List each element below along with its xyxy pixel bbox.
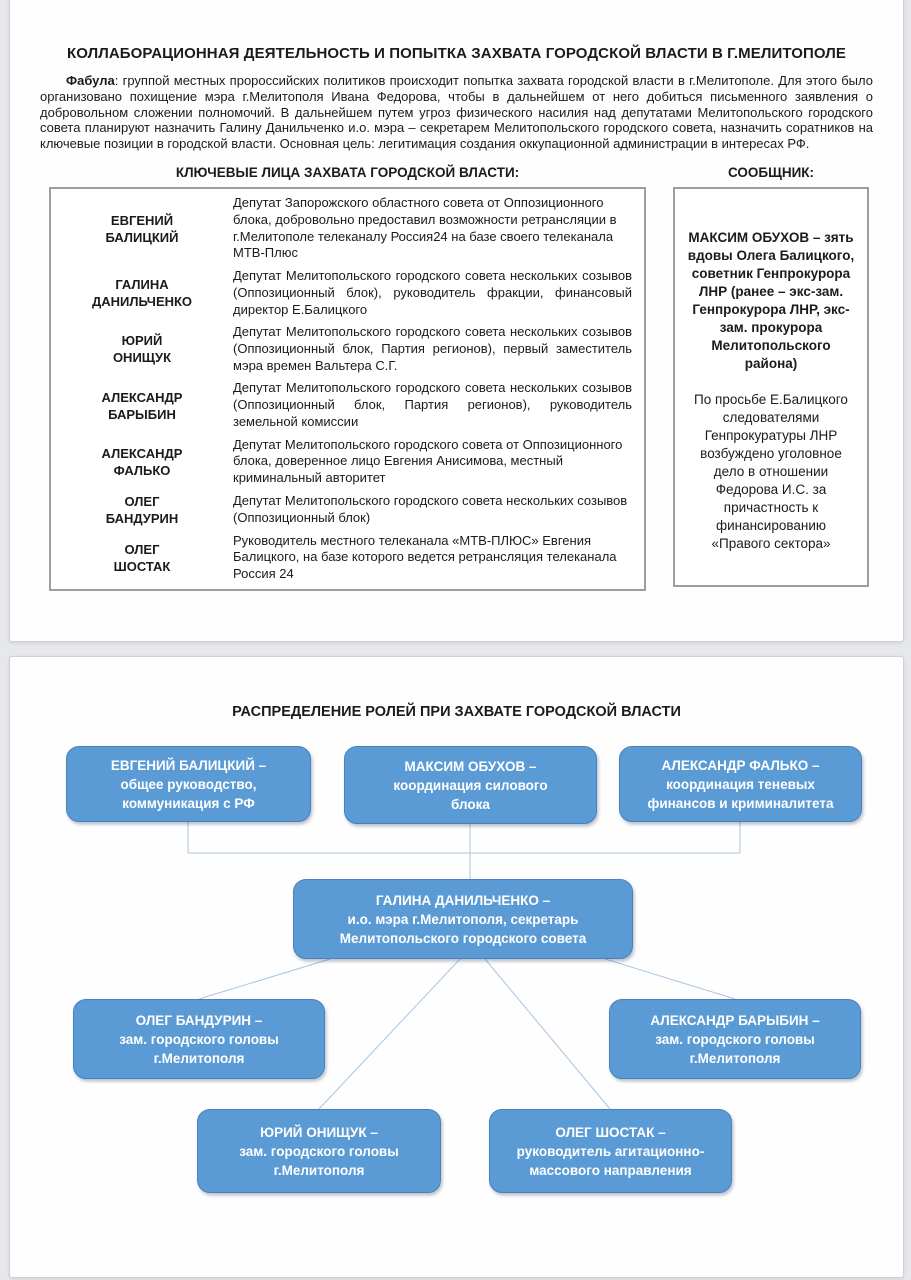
connector-line <box>605 959 735 999</box>
org-box-role-line: координация силового <box>393 777 548 793</box>
org-box-role-line: Мелитопольского городского совета <box>339 930 587 946</box>
person-description: Руководитель местного телеканала «МТВ-ПЛЮС» Евгения Балицкого, на базе которого ведется ретрансляция телеканала Россия 24 <box>233 532 617 582</box>
org-box-obukhov <box>344 746 597 824</box>
org-box-role-line: блока <box>451 796 490 812</box>
person-name-line: АЛЕКСАНДР <box>101 445 183 461</box>
org-box-role-line: г.Мелитополя <box>689 1050 781 1066</box>
org-box-balitsky <box>66 746 311 822</box>
person-name-line: БАРЫБИН <box>108 406 176 422</box>
org-box-role-line: руководитель агитационно- <box>516 1143 705 1159</box>
table-row <box>51 435 644 489</box>
person-name-line: АЛЕКСАНДР <box>101 389 183 405</box>
org-box-onishchuk <box>197 1109 441 1193</box>
org-box-name: ГАЛИНА ДАНИЛЬЧЕНКО – <box>375 892 551 908</box>
org-box-role-line: массового направления <box>529 1162 692 1178</box>
person-name <box>51 268 233 318</box>
person-description: Депутат Мелитопольского городского совета нескольких созывов (Оппозиционный блок) <box>233 492 628 525</box>
fabula-paragraph <box>10 73 903 152</box>
accomplice-box <box>673 187 869 587</box>
org-box-role-line: зам. городского головы <box>655 1031 815 1047</box>
org-box-name: ОЛЕГ ШОСТАК – <box>555 1124 666 1140</box>
org-box-name: АЛЕКСАНДР ФАЛЬКО – <box>661 757 820 773</box>
org-box-shostak <box>489 1109 732 1193</box>
table-row <box>51 322 644 376</box>
person-name <box>51 533 233 583</box>
key-persons-table <box>49 187 646 591</box>
person-name <box>51 324 233 374</box>
person-description: Депутат Мелитопольского городского совета нескольких созывов (Оппозиционный блок, Партия регионов), руководитель земельной комиссии <box>233 380 632 429</box>
org-box-name: ОЛЕГ БАНДУРИН – <box>135 1012 263 1028</box>
accomplice-text: По просьбе Е.Балицкого следователями Генпрокуратуры ЛНР возбуждено уголовное дело в отношении Федорова И.С. за причастность к финансированию «Правого сектора» <box>694 392 848 551</box>
person-name-line: ОНИЩУК <box>112 350 172 366</box>
person-description: Депутат Мелитопольского городского совета нескольких созывов (Оппозиционный блок, Партия регионов), первый заместитель мэра времен Вальтера С.Г. <box>233 324 632 373</box>
org-box-name: АЛЕКСАНДР БАРЫБИН – <box>650 1012 820 1028</box>
org-box-role-line: координация теневых <box>666 776 815 792</box>
person-name-line: ОЛЕГ <box>124 541 160 557</box>
document-page-1 <box>9 0 904 642</box>
org-box-role-line: зам. городского головы <box>239 1143 399 1159</box>
person-name-line: БАНДУРИН <box>105 510 179 526</box>
table-row <box>51 491 644 529</box>
org-box-role-line: коммуникация с РФ <box>122 795 255 811</box>
table-row <box>51 193 644 264</box>
org-box-role-line: финансов и криминалитета <box>647 795 834 811</box>
person-name-line: ФАЛЬКО <box>113 462 171 478</box>
table-row <box>51 266 644 320</box>
org-box-role-line: г.Мелитополя <box>153 1050 245 1066</box>
fabula-lead: Фабула <box>66 73 115 88</box>
person-name-line: БАЛИЦКИЙ <box>105 229 179 245</box>
accomplice-header: СООБЩНИК: <box>727 165 815 180</box>
person-description: Депутат Мелитопольского городского совета нескольких созывов (Оппозиционный блок), руководитель фракции, финансовый директор Е.Балицкого <box>233 267 632 317</box>
connector-line <box>485 959 610 1109</box>
org-box-name: ЕВГЕНИЙ БАЛИЦКИЙ – <box>110 757 267 773</box>
org-box-role-line: г.Мелитополя <box>273 1162 365 1178</box>
person-description: Депутат Мелитопольского городского совета от Оппозиционного блока, доверенное лицо Евгения Анисимова, местный криминальный авторитет <box>233 436 623 486</box>
org-box-name: ЮРИЙ ОНИЩУК – <box>260 1124 378 1140</box>
org-box-role-line: и.о. мэра г.Мелитополя, секретарь <box>347 911 579 927</box>
key-persons-header: КЛЮЧЕВЫЕ ЛИЦА ЗАХВАТА ГОРОДСКОЙ ВЛАСТИ: <box>175 165 520 180</box>
org-box-barybin <box>609 999 861 1079</box>
org-box-danilchenko <box>293 879 633 959</box>
connector-line <box>199 959 330 999</box>
person-description: Депутат Запорожского областного совета от Оппозиционного блока, добровольно предоставил возможности ретрансляции в г.Мелитополе телеканалу Россия24 на базе своего телеканала МТВ-Плюс <box>233 195 617 261</box>
person-name <box>51 195 233 262</box>
person-name-line: ШОСТАК <box>113 558 171 574</box>
page-title: КОЛЛАБОРАЦИОННАЯ ДЕЯТЕЛЬНОСТЬ И ПОПЫТКА ЗАХВАТА ГОРОДСКОЙ ВЛАСТИ В Г.МЕЛИТОПОЛЕ <box>66 45 847 62</box>
org-box-falko <box>619 746 862 822</box>
person-name <box>51 493 233 527</box>
org-box-bandurin <box>73 999 325 1079</box>
connector-line <box>319 959 460 1109</box>
accomplice-bold-text: МАКСИМ ОБУХОВ – зять вдовы Олега Балицкого, советник Генпрокурора ЛНР (ранее – экс-зам. Генпрокурора ЛНР, экс-зам. прокурора Мелитопольского района) <box>687 230 855 371</box>
org-box-role-line: зам. городского головы <box>119 1031 279 1047</box>
table-row <box>51 378 644 432</box>
org-chart-title: РАСПРЕДЕЛЕНИЕ РОЛЕЙ ПРИ ЗАХВАТЕ ГОРОДСКОЙ ВЛАСТИ <box>232 704 681 720</box>
person-name-line: ЮРИЙ <box>121 333 163 349</box>
fabula-text: : группой местных пророссийских политиков происходит попытка захвата городской власти в г.Мелитополе. Для этого было организовано похищение мэра г.Мелитополя Ивана Федорова, чтобы в дальнейшем от него добиться письменного заявления о добровольном сложении полномочий. В дальнейшем путем угроз физического насилия над депутатами Мелитопольского городского совета планируют назначить Галину Данильченко и.о. мэра – секретарем Мелитопольского городского совета, назначить соратников на ключевые позиции в городской власти. Основная цель: легитимация создания оккупационной администрации в интересах РФ. <box>40 73 873 152</box>
person-name <box>51 437 233 487</box>
person-name-line: ОЛЕГ <box>124 493 160 509</box>
table-row <box>51 531 644 585</box>
org-box-name: МАКСИМ ОБУХОВ – <box>404 758 537 774</box>
org-box-role-line: общее руководство, <box>120 776 257 792</box>
person-name-line: ЕВГЕНИЙ <box>110 212 174 228</box>
person-name-line: ГАЛИНА <box>115 277 169 293</box>
person-name <box>51 380 233 430</box>
person-name-line: ДАНИЛЬЧЕНКО <box>91 294 193 310</box>
document-page-2 <box>9 656 904 1278</box>
